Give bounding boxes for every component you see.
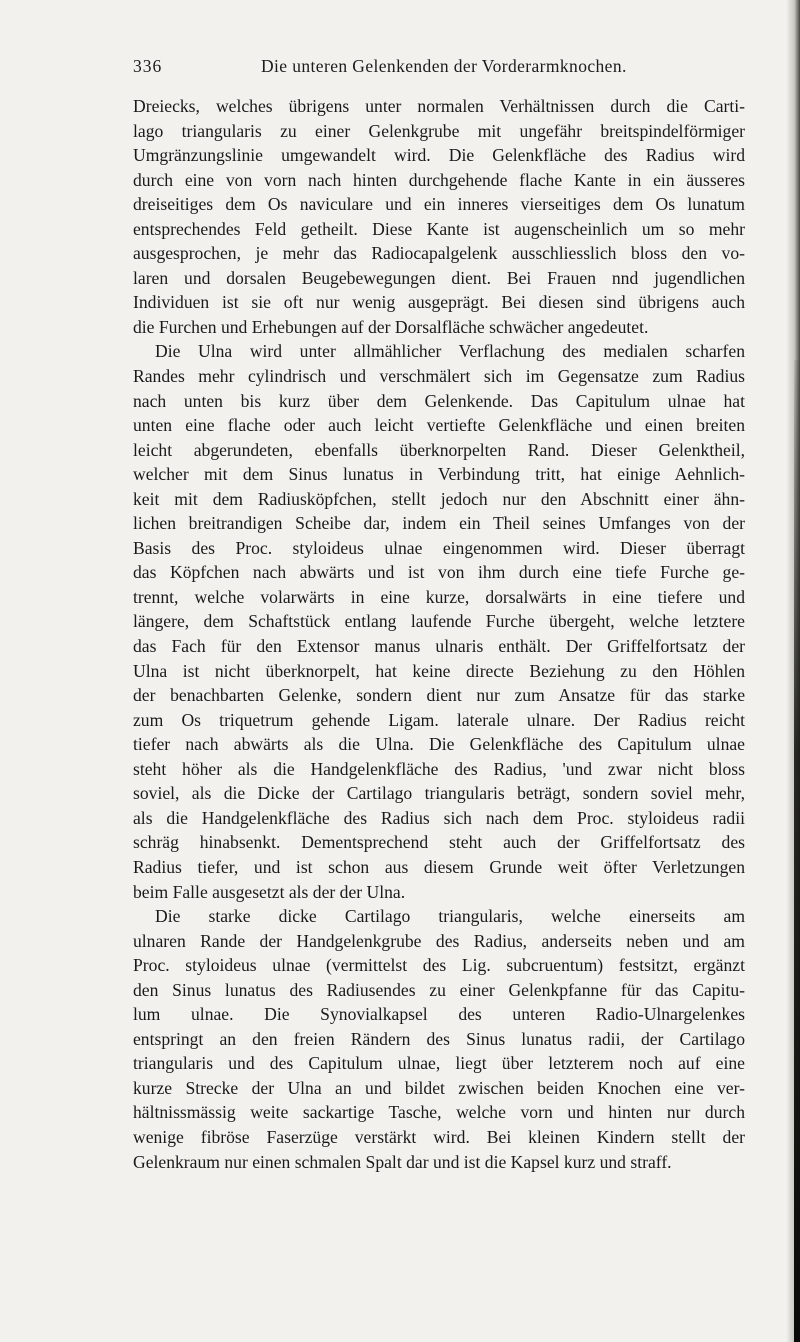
- text-line: Basis des Proc. styloideus ulnae eingenommen wird. Dieser überragt: [133, 537, 745, 558]
- text-line: Proc. styloideus ulnae (vermittelst des Lig. subcruentum) festsitzt, ergänzt: [133, 955, 745, 976]
- body-text: [133, 94, 745, 1174]
- text-line: lichen breitrandigen Scheibe dar, indem ein Theil seines Umfanges von der: [133, 513, 745, 534]
- text-line: als die Handgelenkfläche des Radius sich nach dem Proc. styloideus radii: [133, 807, 745, 828]
- text-line: Umgränzungslinie umgewandelt wird. Die Gelenkfläche des Radius wird: [133, 145, 745, 166]
- text-line: schräg hinabsenkt. Dementsprechend steht auch der Griffelfortsatz des: [133, 832, 745, 853]
- text-line: Dreiecks, welches übrigens unter normalen Verhältnissen durch die Carti-: [133, 96, 745, 116]
- text-line: lum ulnae. Die Synovialkapsel des unteren Radio-Ulnargelenkes: [133, 1004, 745, 1025]
- text-line: beim Falle ausgesetzt als der der Ulna.: [133, 881, 406, 902]
- text-line: keit mit dem Radiusköpfchen, stellt jedoch nur den Abschnitt einer ähn-: [133, 488, 745, 509]
- text-line: Gelenkraum nur einen schmalen Spalt dar und ist die Kapsel kurz und straff.: [133, 1151, 672, 1172]
- page-number: 336: [133, 56, 163, 76]
- text-line: ulnaren Rande der Handgelenkgrube des Radius, anderseits neben und am: [133, 930, 745, 951]
- text-line: unten eine flache oder auch leicht vertiefte Gelenkfläche und einen breiten: [133, 415, 745, 436]
- text-line: lago triangularis zu einer Gelenkgrube mit ungefähr breitspindelförmiger: [133, 120, 745, 141]
- text-line: welcher mit dem Sinus lunatus in Verbindung tritt, hat einige Aehnlich-: [133, 464, 745, 485]
- running-head: Die unteren Gelenkenden der Vorderarmknochen.: [261, 56, 627, 76]
- text-line: Individuen ist sie oft nur wenig ausgeprägt. Bei diesen sind übrigens auch: [133, 292, 745, 313]
- text-line: zum Os triquetrum gehende Ligam. laterale ulnare. Der Radius reicht: [133, 709, 745, 730]
- text-line: laren und dorsalen Beugebewegungen dient. Bei Frauen nnd jugendlichen: [133, 267, 745, 288]
- text-line: Die starke dicke Cartilago triangularis, welche einerseits am: [155, 906, 745, 927]
- text-line: tiefer nach abwärts als die Ulna. Die Gelenkfläche des Capitulum ulnae: [133, 734, 745, 755]
- text-line: ausgesprochen, je mehr das Radiocapalgelenk ausschliesslich bloss den vo-: [133, 243, 745, 264]
- text-line: Ulna ist nicht überknorpelt, hat keine directe Beziehung zu den Höhlen: [133, 660, 745, 681]
- text-line: wenige fibröse Faserzüge verstärkt wird. Bei kleinen Kindern stellt der: [133, 1126, 745, 1147]
- text-line: triangularis und des Capitulum ulnae, liegt über letzterem noch auf eine: [133, 1053, 745, 1074]
- text-line: entsprechendes Feld getheilt. Diese Kante ist augenscheinlich um so mehr: [133, 218, 745, 239]
- text-line: Die Ulna wird unter allmählicher Verflachung des medialen scharfen: [155, 341, 745, 362]
- page-header: [133, 56, 745, 80]
- text-line: trennt, welche volarwärts in eine kurze, dorsalwärts in eine tiefere und: [133, 586, 745, 607]
- text-line: entspringt an den freien Rändern des Sinus lunatus radii, der Cartilago: [133, 1028, 745, 1049]
- text-line: den Sinus lunatus des Radiusendes zu einer Gelenkpfanne für das Capitu-: [133, 979, 745, 1000]
- text-line: hältnissmässig weite sackartige Tasche, welche vorn und hinten nur durch: [133, 1102, 745, 1123]
- text-line: dreiseitiges dem Os naviculare und ein inneres vierseitiges dem Os lunatum: [133, 194, 745, 215]
- text-line: längere, dem Schaftstück entlang laufende Furche übergeht, welche letztere: [133, 611, 745, 632]
- page-edge-dark: [794, 360, 800, 1342]
- text-line: der benachbarten Gelenke, sondern dient nur zum Ansatze für das starke: [133, 685, 745, 706]
- text-line: durch eine von vorn nach hinten durchgehende flache Kante in ein äusseres: [133, 169, 745, 190]
- text-line: das Fach für den Extensor manus ulnaris enthält. Der Griffelfortsatz der: [133, 636, 745, 657]
- text-line: steht höher als die Handgelenkfläche des Radius, 'und zwar nicht bloss: [133, 758, 745, 779]
- text-line: Randes mehr cylindrisch und verschmälert sich im Gegensatze zum Radius: [133, 366, 745, 387]
- text-line: leicht abgerundeten, ebenfalls überknorpelten Rand. Dieser Gelenktheil,: [133, 439, 745, 460]
- text-line: soviel, als die Dicke der Cartilago triangularis beträgt, sondern soviel mehr,: [133, 783, 745, 804]
- text-line: das Köpfchen nach abwärts und ist von ihm durch eine tiefe Furche ge-: [133, 562, 745, 583]
- text-line: die Furchen und Erhebungen auf der Dorsalfläche schwächer angedeutet.: [133, 316, 649, 337]
- text-line: kurze Strecke der Ulna an und bildet zwischen beiden Knochen eine ver-: [133, 1077, 745, 1098]
- text-line: nach unten bis kurz über dem Gelenkende. Das Capitulum ulnae hat: [133, 390, 745, 411]
- text-line: Radius tiefer, und ist schon aus diesem Grunde weit öfter Verletzungen: [133, 856, 745, 877]
